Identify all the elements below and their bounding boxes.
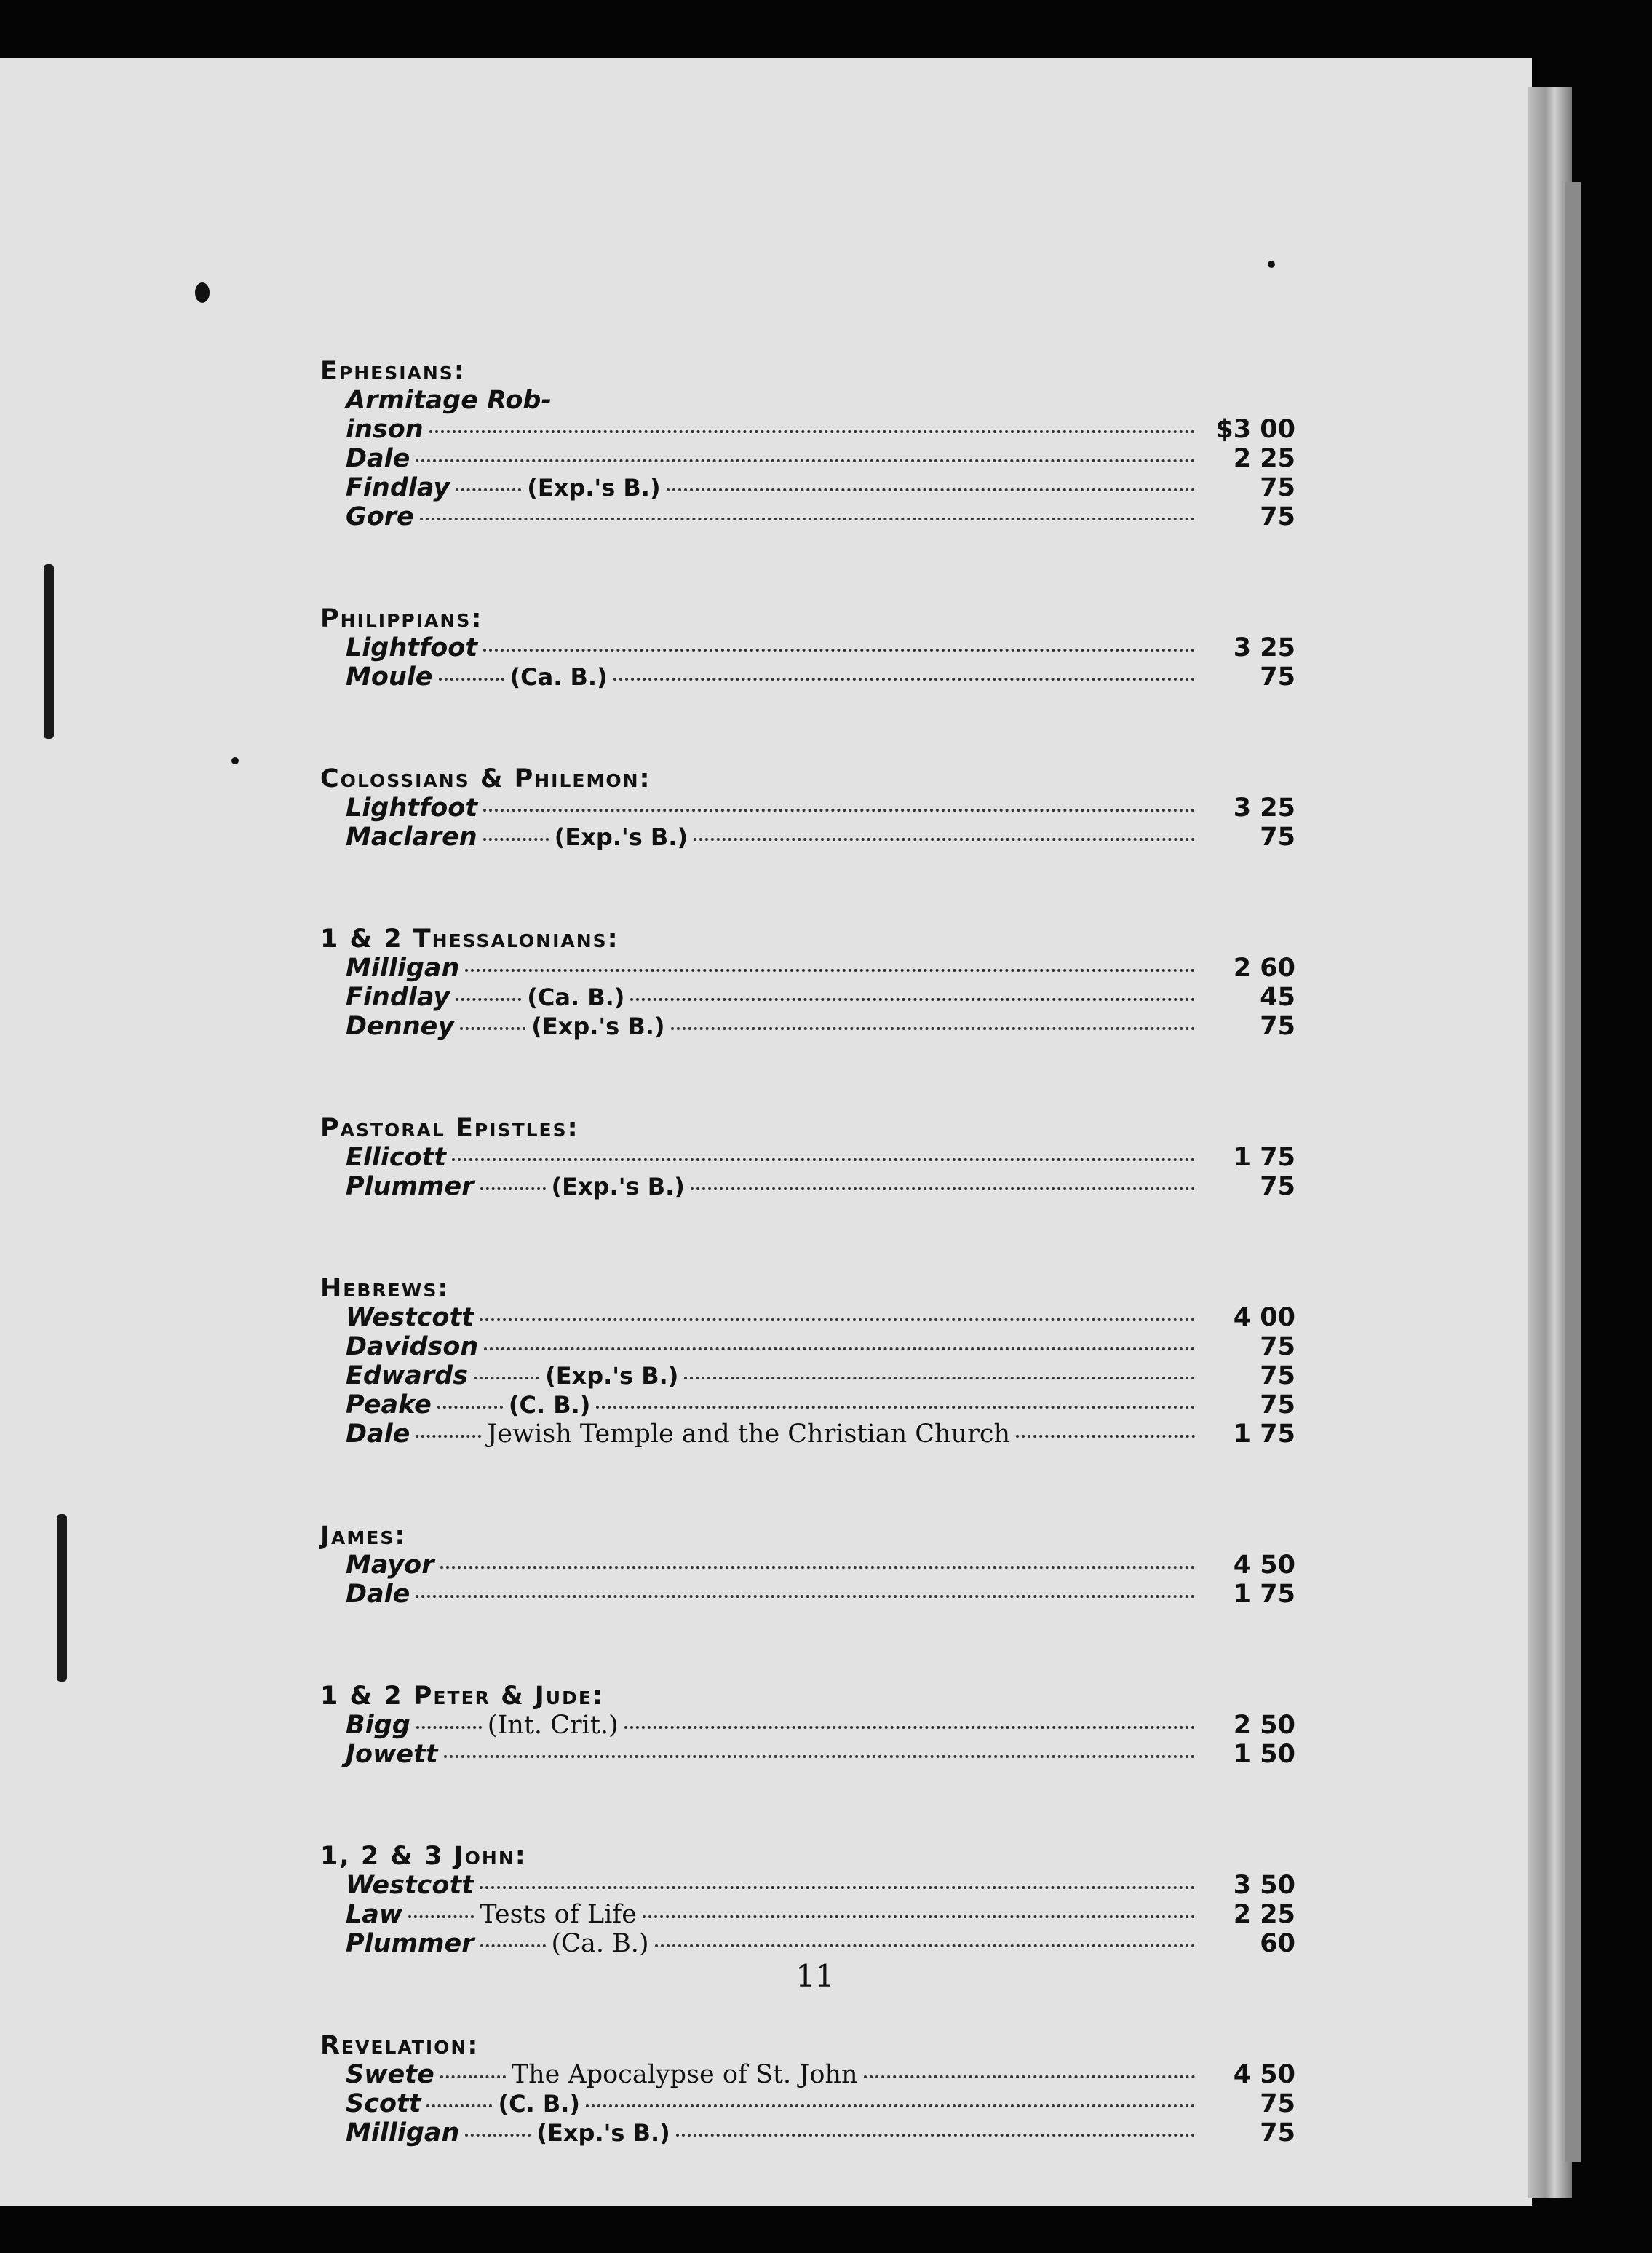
series-note: The Apocalypse of St. John bbox=[511, 2060, 858, 2089]
price: 60 bbox=[1260, 1929, 1295, 1958]
author-name: inson bbox=[346, 415, 424, 444]
section bbox=[320, 924, 1295, 1041]
author-name: Gore bbox=[346, 502, 414, 531]
list-item bbox=[320, 1929, 1295, 1958]
ink-speck bbox=[195, 282, 210, 303]
price: 3 50 bbox=[1233, 1871, 1295, 1900]
section-heading: 1, 2 & 3 John: bbox=[320, 1842, 527, 1871]
list-item bbox=[320, 1332, 1295, 1361]
dot-leader bbox=[643, 1915, 1195, 1918]
dot-leader bbox=[440, 2075, 506, 2078]
price-list bbox=[320, 357, 1295, 2220]
price: 3 25 bbox=[1233, 633, 1295, 662]
dot-leader bbox=[437, 1406, 503, 1409]
price: 2 50 bbox=[1233, 1711, 1295, 1740]
price: 1 75 bbox=[1233, 1419, 1295, 1449]
author-name: Ellicott bbox=[346, 1143, 447, 1172]
list-item bbox=[320, 473, 1295, 502]
dot-leader bbox=[456, 488, 521, 491]
series-note: Jewish Temple and the Christian Church bbox=[487, 1419, 1011, 1449]
series-note: (Ca. B.) bbox=[551, 1929, 649, 1958]
author-name: Armitage Rob- bbox=[346, 386, 552, 415]
list-item bbox=[320, 1551, 1295, 1580]
list-item bbox=[320, 2118, 1295, 2147]
binding-mark-upper bbox=[44, 564, 54, 739]
author-name: Maclaren bbox=[346, 823, 477, 852]
author-name: Moule bbox=[346, 662, 433, 692]
section-heading: James: bbox=[320, 1521, 407, 1551]
dot-leader bbox=[474, 1377, 539, 1379]
dot-leader bbox=[456, 998, 521, 1001]
author-name: Milligan bbox=[346, 2118, 460, 2147]
author-name: Dale bbox=[346, 1580, 410, 1609]
dot-leader bbox=[452, 1158, 1195, 1161]
author-name: Edwards bbox=[346, 1361, 469, 1390]
author-name: Dale bbox=[346, 1419, 410, 1449]
ink-speck bbox=[1268, 261, 1275, 268]
list-item bbox=[320, 823, 1295, 852]
price: 75 bbox=[1260, 2118, 1295, 2147]
price: 75 bbox=[1260, 1172, 1295, 1201]
price: 75 bbox=[1260, 2089, 1295, 2118]
dot-leader bbox=[484, 1347, 1195, 1350]
dot-leader bbox=[460, 1027, 525, 1030]
dot-leader bbox=[655, 1944, 1195, 1947]
price: 75 bbox=[1260, 473, 1295, 502]
dot-leader bbox=[483, 649, 1195, 652]
section bbox=[320, 1682, 1295, 1769]
author-name: Findlay bbox=[346, 473, 450, 502]
author-name: Milligan bbox=[346, 954, 460, 983]
page-number: 11 bbox=[795, 1958, 835, 1994]
section bbox=[320, 1842, 1295, 1958]
series-note: (C. B.) bbox=[508, 1391, 591, 1419]
author-name: Plummer bbox=[346, 1929, 474, 1958]
dot-leader bbox=[694, 838, 1195, 841]
dot-leader bbox=[483, 809, 1195, 812]
author-name: Swete bbox=[346, 2060, 434, 2089]
author-name: Denney bbox=[346, 1012, 455, 1041]
section-heading: Revelation: bbox=[320, 2031, 480, 2060]
page-edge-shadow bbox=[1565, 182, 1581, 2162]
series-note: (Exp.'s B.) bbox=[551, 1173, 685, 1200]
series-note: (Ca. B.) bbox=[509, 663, 608, 691]
dot-leader bbox=[439, 678, 504, 681]
binding-mark-lower bbox=[57, 1514, 67, 1682]
dot-leader bbox=[480, 1318, 1195, 1321]
section-heading: Ephesians: bbox=[320, 357, 466, 386]
list-item bbox=[320, 662, 1295, 692]
list-item bbox=[320, 1303, 1295, 1332]
series-note: (Exp.'s B.) bbox=[527, 474, 661, 502]
section bbox=[320, 1274, 1295, 1449]
section bbox=[320, 357, 1295, 531]
author-name: Law bbox=[346, 1900, 403, 1929]
author-name: Mayor bbox=[346, 1551, 434, 1580]
dot-leader bbox=[671, 1027, 1195, 1030]
dot-leader bbox=[483, 838, 549, 841]
author-name: Findlay bbox=[346, 983, 450, 1012]
dot-leader bbox=[465, 2134, 531, 2137]
price: $3 00 bbox=[1215, 415, 1295, 444]
price: 75 bbox=[1260, 502, 1295, 531]
author-name: Lightfoot bbox=[346, 793, 478, 823]
price: 75 bbox=[1260, 1361, 1295, 1390]
section-heading: Pastoral Epistles: bbox=[320, 1114, 579, 1143]
list-item bbox=[320, 444, 1295, 473]
section-heading: 1 & 2 Peter & Jude: bbox=[320, 1682, 604, 1711]
price: 75 bbox=[1260, 1012, 1295, 1041]
dot-leader bbox=[864, 2075, 1196, 2078]
price: 4 00 bbox=[1233, 1303, 1295, 1332]
list-item bbox=[320, 2060, 1295, 2089]
list-item bbox=[320, 1390, 1295, 1419]
author-name: Jowett bbox=[346, 1740, 438, 1769]
author-name: Lightfoot bbox=[346, 633, 478, 662]
dot-leader bbox=[676, 2134, 1195, 2137]
list-item bbox=[320, 1361, 1295, 1390]
list-item bbox=[320, 1143, 1295, 1172]
price: 1 75 bbox=[1233, 1143, 1295, 1172]
dot-leader bbox=[416, 1435, 481, 1438]
list-item bbox=[320, 983, 1295, 1012]
ink-speck bbox=[231, 757, 239, 764]
series-note: (Ca. B.) bbox=[527, 983, 625, 1011]
series-note: (Exp.'s B.) bbox=[545, 1362, 679, 1390]
section bbox=[320, 604, 1295, 692]
list-item bbox=[320, 502, 1295, 531]
price: 2 25 bbox=[1233, 444, 1295, 473]
price: 2 60 bbox=[1233, 954, 1295, 983]
list-item bbox=[320, 1419, 1295, 1449]
section-heading: 1 & 2 Thessalonians: bbox=[320, 924, 619, 954]
series-note: (Exp.'s B.) bbox=[531, 1013, 665, 1040]
price: 75 bbox=[1260, 823, 1295, 852]
price: 45 bbox=[1260, 983, 1295, 1012]
list-item bbox=[320, 633, 1295, 662]
dot-leader bbox=[416, 1595, 1195, 1598]
price: 75 bbox=[1260, 662, 1295, 692]
dot-leader bbox=[613, 678, 1195, 681]
author-name: Peake bbox=[346, 1390, 432, 1419]
author-name: Scott bbox=[346, 2089, 421, 2118]
price: 2 25 bbox=[1233, 1900, 1295, 1929]
series-note: (Int. Crit.) bbox=[487, 1711, 619, 1740]
price: 4 50 bbox=[1233, 1551, 1295, 1580]
dot-leader bbox=[1016, 1435, 1195, 1438]
list-item bbox=[320, 1900, 1295, 1929]
dot-leader bbox=[416, 459, 1195, 462]
list-item bbox=[320, 793, 1295, 823]
dot-leader bbox=[408, 1915, 474, 1918]
list-item bbox=[320, 1740, 1295, 1769]
series-note: (Exp.'s B.) bbox=[554, 823, 688, 851]
dot-leader bbox=[420, 518, 1195, 520]
author-name: Westcott bbox=[346, 1871, 474, 1900]
list-item bbox=[320, 415, 1295, 444]
author-name: Dale bbox=[346, 444, 410, 473]
dot-leader bbox=[684, 1377, 1195, 1379]
dot-leader bbox=[416, 1726, 482, 1729]
dot-leader bbox=[480, 1886, 1195, 1889]
list-item bbox=[320, 954, 1295, 983]
author-name: Westcott bbox=[346, 1303, 474, 1332]
section-heading: Hebrews: bbox=[320, 1274, 450, 1303]
dot-leader bbox=[440, 1566, 1196, 1569]
list-item bbox=[320, 386, 1295, 415]
price: 3 25 bbox=[1233, 793, 1295, 823]
section bbox=[320, 1114, 1295, 1201]
series-note: Tests of Life bbox=[480, 1900, 637, 1929]
dot-leader bbox=[630, 998, 1195, 1001]
section bbox=[320, 764, 1295, 852]
dot-leader bbox=[465, 969, 1195, 972]
dot-leader bbox=[667, 488, 1195, 491]
dot-leader bbox=[624, 1726, 1195, 1729]
list-item bbox=[320, 1711, 1295, 1740]
price: 1 50 bbox=[1233, 1740, 1295, 1769]
dot-leader bbox=[429, 430, 1195, 433]
author-name: Bigg bbox=[346, 1711, 410, 1740]
dot-leader bbox=[426, 2104, 492, 2107]
section bbox=[320, 2031, 1295, 2147]
author-name: Davidson bbox=[346, 1332, 479, 1361]
list-item bbox=[320, 2089, 1295, 2118]
series-note: (C. B.) bbox=[498, 2090, 581, 2118]
list-item bbox=[320, 1172, 1295, 1201]
list-item bbox=[320, 1871, 1295, 1900]
dot-leader bbox=[691, 1187, 1195, 1190]
list-item bbox=[320, 1580, 1295, 1609]
author-name: Plummer bbox=[346, 1172, 474, 1201]
price: 75 bbox=[1260, 1390, 1295, 1419]
section-heading: Colossians & Philemon: bbox=[320, 764, 651, 793]
dot-leader bbox=[480, 1944, 546, 1947]
price: 75 bbox=[1260, 1332, 1295, 1361]
section-heading: Philippians: bbox=[320, 604, 483, 633]
section bbox=[320, 1521, 1295, 1609]
dot-leader bbox=[444, 1755, 1195, 1758]
price: 1 75 bbox=[1233, 1580, 1295, 1609]
dot-leader bbox=[596, 1406, 1195, 1409]
price: 4 50 bbox=[1233, 2060, 1295, 2089]
dot-leader bbox=[480, 1187, 546, 1190]
dot-leader bbox=[586, 2104, 1195, 2107]
series-note: (Exp.'s B.) bbox=[536, 2119, 670, 2147]
list-item bbox=[320, 1012, 1295, 1041]
